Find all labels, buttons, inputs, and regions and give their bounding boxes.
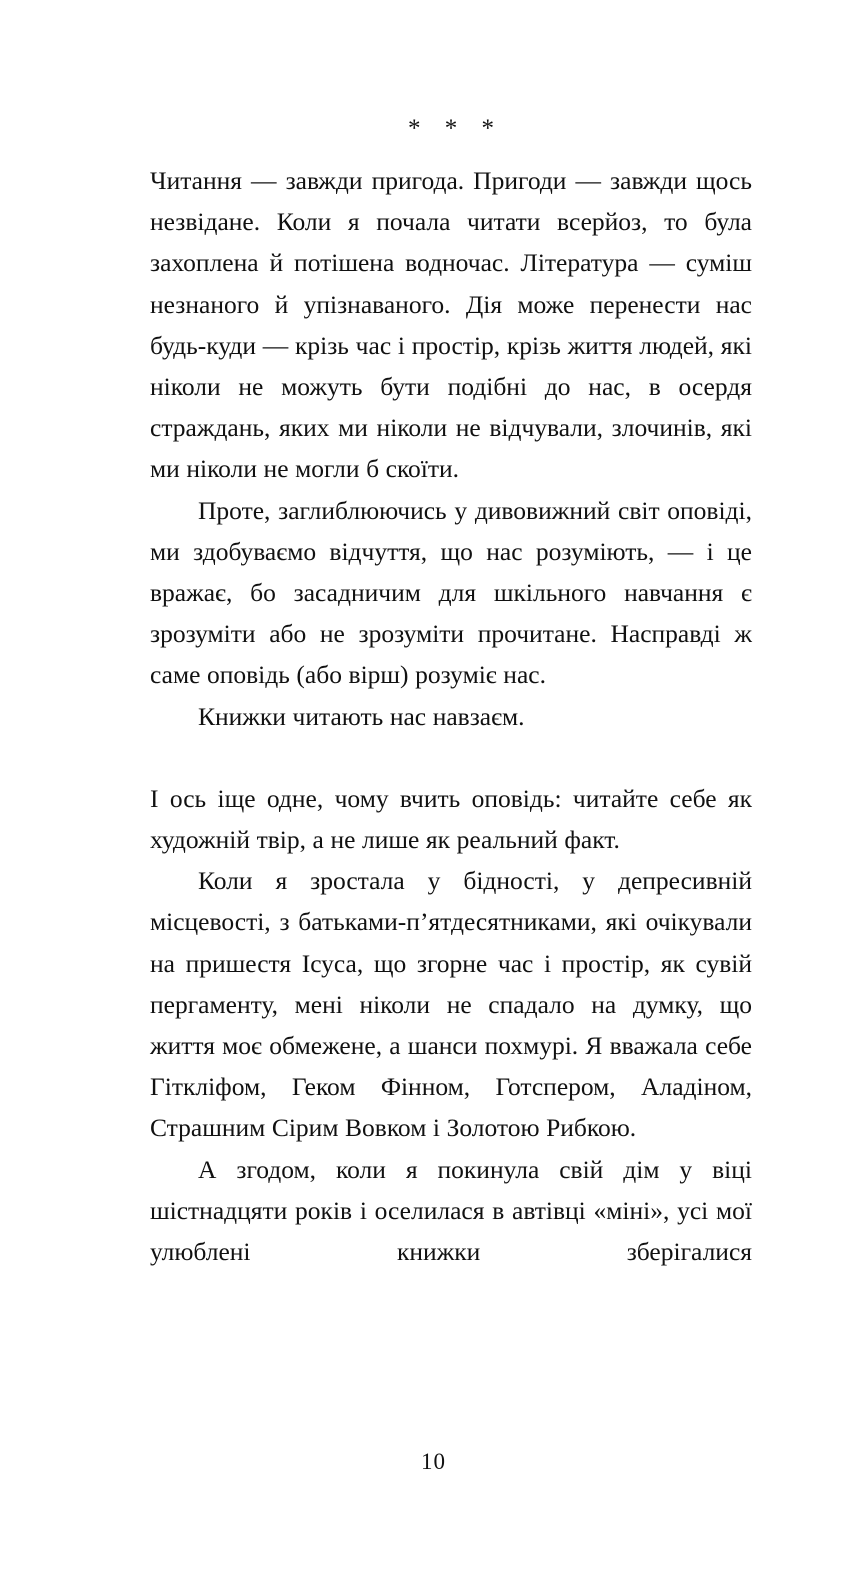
paragraph: Книжки читають нас навзаєм. xyxy=(198,701,525,731)
paragraph: А згодом, коли я покинула свій дім у віці шістнадцяти років і оселилася в автівці «міні», усі мої улюблені книжки зберігалися xyxy=(150,1154,752,1267)
page-number: 10 xyxy=(421,1449,446,1474)
paragraph: Проте, заглиблюючись у дивовижний світ оповіді, ми здобуваємо відчуття, що нас розуміють, — і це вражає, бо засадничим для шкільного навчання є зрозуміти або не зрозуміти прочитане. Насправді ж саме оповідь (або вірш) розуміє нас. xyxy=(150,495,752,690)
paragraph: І ось іще одне, чому вчить оповідь: читайте себе як художній твір, а не лише як реальний факт. xyxy=(150,783,752,855)
paragraph: Читання — завжди пригода. Пригоди — завжди щось незвідане. Коли я почала читати всерйоз, то була захоплена й потішена водночас. Література — суміш незнаного й упізнаваного. Дія може перенести нас будь-куди — крізь час і простір, крізь життя людей, які ніколи не можуть бути подібні до нас, в осердя страждань, яких ми ніколи не відчували, злочинів, які ми ніколи не могли б скоїти. xyxy=(150,166,752,484)
section-spacer xyxy=(150,737,752,778)
page-text-block xyxy=(150,112,752,1272)
paragraph: Коли я зростала у бідності, у депресивній місцевості, з батьками-п’ятдесятниками, які очікували на пришестя Ісуса, що згорне час і простір, як сувій пергаменту, мені ніколи не спадало на думку, що життя моє обмежене, а шанси похмурі. Я вважала себе Гіткліфом, Геком Фінном, Готспером, Аладіном, Страшним Сірим Вовком і Золотою Рибкою. xyxy=(150,866,752,1143)
asterism-section-break: * * * xyxy=(408,115,503,142)
